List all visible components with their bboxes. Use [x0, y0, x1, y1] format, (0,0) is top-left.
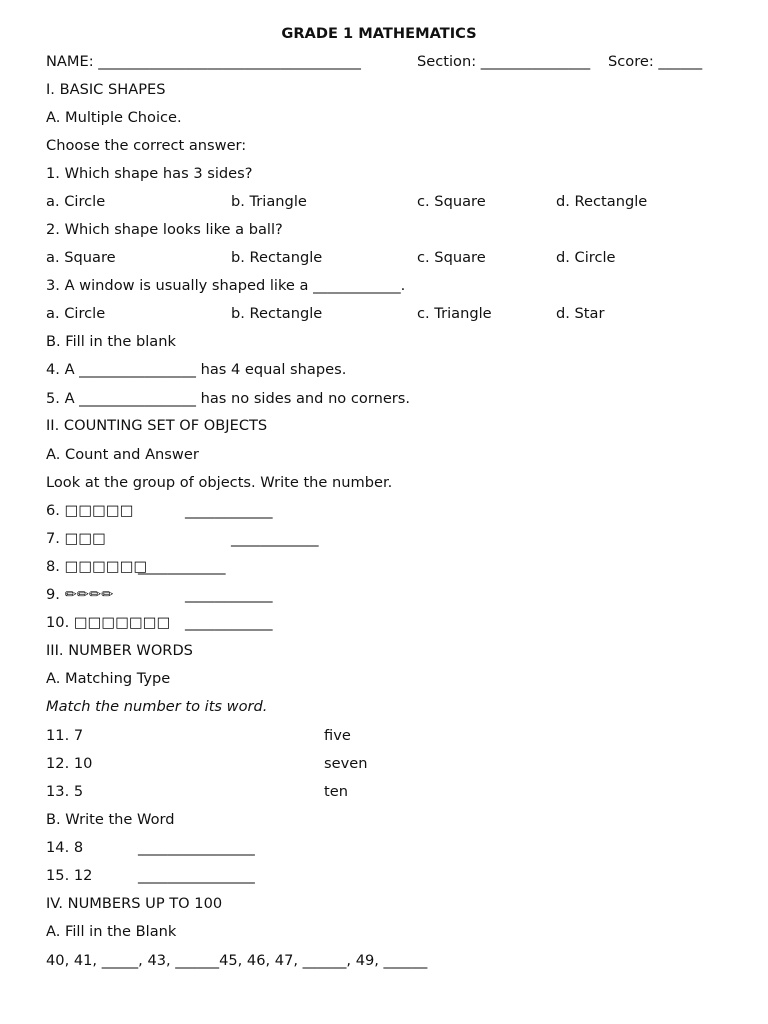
part1-heading: I. BASIC SHAPES [46, 81, 166, 98]
part4-a-heading: A. Fill in the Blank [46, 923, 177, 940]
write-blank-14: ________________ [138, 839, 255, 856]
match-num-13: 13. 5 [46, 783, 84, 800]
question-1: 1. Which shape has 3 sides? [46, 165, 253, 182]
number-sequence: 40, 41, _____, 43, ______45, 46, 47, ______, 49, ______ [46, 952, 428, 969]
part2-instruction: Look at the group of objects. Write the number. [46, 474, 393, 491]
count-blank-6: ____________ [185, 502, 273, 519]
q1-choice-d: d. Rectangle [556, 193, 648, 210]
part1-instruction: Choose the correct answer: [46, 137, 247, 154]
q3-choice-a: a. Circle [46, 305, 106, 322]
part2-a-heading: A. Count and Answer [46, 446, 199, 463]
part1-a-heading: A. Multiple Choice. [46, 109, 182, 126]
worksheet-title: GRADE 1 MATHEMATICS [281, 25, 477, 42]
part3-b-heading: B. Write the Word [46, 811, 175, 828]
part2-heading: II. COUNTING SET OF OBJECTS [46, 417, 268, 434]
q3-choice-b: b. Rectangle [231, 305, 323, 322]
part3-heading: III. NUMBER WORDS [46, 642, 193, 659]
fill-item-5: 5. A ________________ has no sides and no corners. [46, 390, 411, 407]
part1-b-heading: B. Fill in the blank [46, 333, 176, 350]
q1-choice-c: c. Square [417, 193, 486, 210]
name-field: NAME: ____________________________________ [46, 53, 361, 70]
count-blank-7: ____________ [231, 530, 319, 547]
count-blank-8: ____________ [138, 558, 226, 575]
match-word-3: ten [324, 783, 348, 800]
count-blank-9: ____________ [185, 586, 273, 603]
count-item-9: 9. ✏✏✏✏ [46, 586, 114, 603]
write-num-15: 15. 12 [46, 867, 93, 884]
question-3: 3. A window is usually shaped like a ____________. [46, 277, 406, 294]
part3-instruction: Match the number to its word. [46, 698, 268, 715]
part4-heading: IV. NUMBERS UP TO 100 [46, 895, 223, 912]
match-word-1: five [324, 727, 351, 744]
q2-choice-a: a. Square [46, 249, 116, 266]
q3-choice-d: d. Star [556, 305, 605, 322]
section-field: Section: _______________ [417, 53, 591, 70]
question-2: 2. Which shape looks like a ball? [46, 221, 283, 238]
write-num-14: 14. 8 [46, 839, 84, 856]
count-item-6: 6. □□□□□ [46, 502, 134, 519]
count-item-7: 7. □□□ [46, 530, 106, 547]
fill-item-4: 4. A ________________ has 4 equal shapes. [46, 361, 347, 378]
write-blank-15: ________________ [138, 867, 255, 884]
q2-choice-b: b. Rectangle [231, 249, 323, 266]
q2-choice-c: c. Square [417, 249, 486, 266]
match-num-12: 12. 10 [46, 755, 93, 772]
match-word-2: seven [324, 755, 368, 772]
count-item-10: 10. □□□□□□□ [46, 614, 171, 631]
q1-choice-b: b. Triangle [231, 193, 307, 210]
part3-a-heading: A. Matching Type [46, 670, 171, 687]
count-blank-10: ____________ [185, 614, 273, 631]
score-field: Score: ______ [608, 53, 703, 70]
q1-choice-a: a. Circle [46, 193, 106, 210]
count-item-8: 8. □□□□□□ [46, 558, 148, 575]
q3-choice-c: c. Triangle [417, 305, 492, 322]
q2-choice-d: d. Circle [556, 249, 616, 266]
match-num-11: 11. 7 [46, 727, 84, 744]
